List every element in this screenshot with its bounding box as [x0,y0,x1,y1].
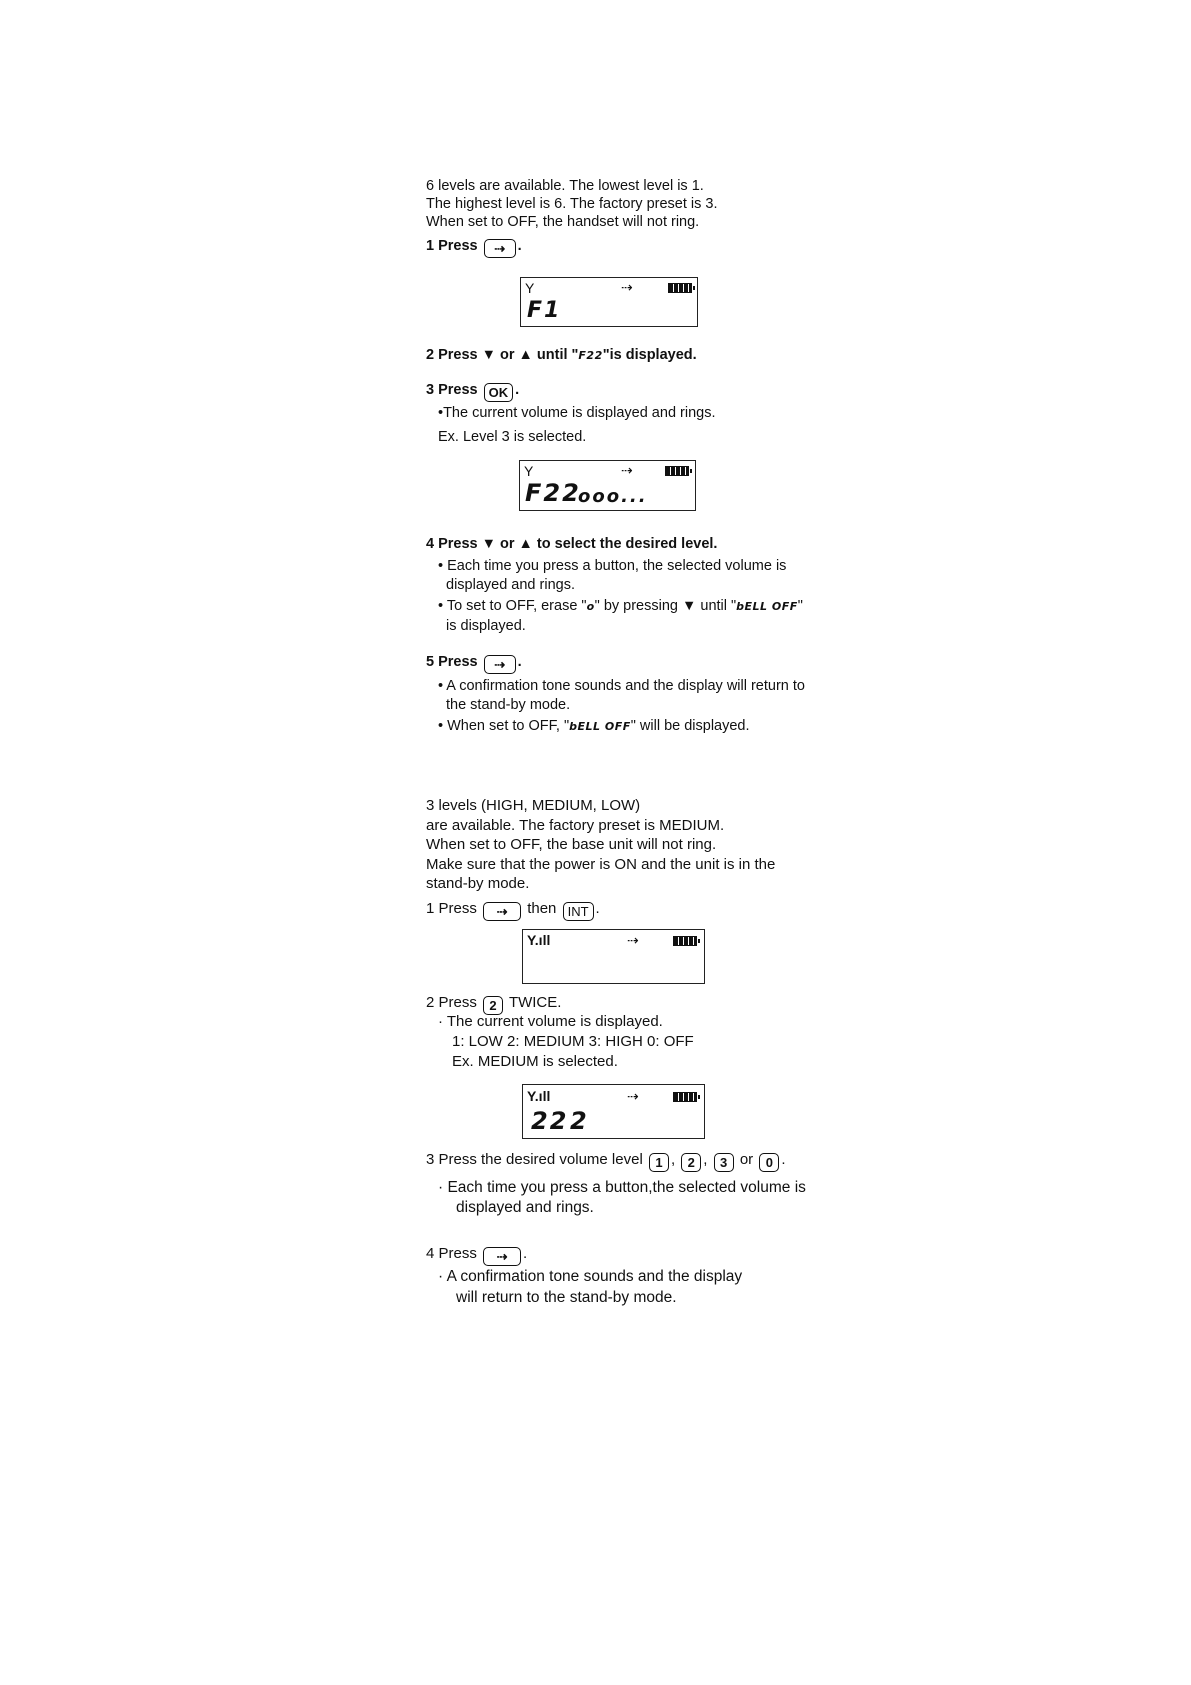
arrow-icon: ⇢ [621,279,633,295]
arrow-key-icon: ⇢ [484,655,516,674]
arrow-key-icon: ⇢ [483,1247,521,1266]
step-4-note: displayed and rings. [446,577,575,593]
key-2-icon: 2 [483,996,503,1015]
intro-line: When set to OFF, the handset will not ring. [426,214,700,230]
arrow-key-icon: ⇢ [484,239,516,258]
step-2: 2 Press 2 TWICE. [426,994,562,1013]
antenna-signal-icon: Y.ıll [527,1088,551,1104]
intro-line: The highest level is 6. The factory preset is 3. [426,196,718,212]
step-3: 3 Press OK . [426,382,520,400]
lcd-level: ooo... [578,486,648,507]
step-3: 3 Press the desired volume level 1 , 2 , 3 or 0 . [426,1151,786,1170]
key-0-icon: 0 [759,1153,779,1172]
lcd-level: 2 [570,1107,589,1135]
step-4: 4 Press ⇢ . [426,1245,528,1264]
step-4-note: will return to the stand-by mode. [456,1289,677,1306]
key-3-icon: 3 [714,1153,734,1172]
arrow-icon: ⇢ [627,932,639,948]
step-4-note: is displayed. [446,618,526,634]
lcd-code: F22 [525,479,581,507]
battery-icon [673,936,697,946]
step-3-note: displayed and rings. [456,1199,594,1216]
lcd-display-f1 [520,277,698,327]
battery-icon [673,1092,697,1102]
lcd-display-f22 [519,460,696,511]
lcd-display-standby [522,929,705,984]
step-4-note: · A confirmation tone sounds and the display [438,1268,743,1285]
step-3-note: •The current volume is displayed and rings. [438,405,716,421]
step-3-note: · Each time you press a button,the selected volume is [438,1179,806,1196]
intro-line: stand-by mode. [426,875,530,892]
intro-line: are available. The factory preset is MEDIUM. [426,817,725,834]
lcd-code: F1 [527,298,562,323]
antenna-icon: Y [524,463,534,479]
step-4: 4 Press ▼ or ▲ to select the desired level. [426,536,718,552]
antenna-icon: Y [525,280,535,296]
int-key-icon: INT [563,902,594,921]
step-5-note: • When set to OFF, "bELL OFF" will be displayed. [438,718,750,734]
step-2: 2 Press ▼ or ▲ until "F22"is displayed. [426,347,697,363]
key-2-icon: 2 [681,1153,701,1172]
antenna-signal-icon: Y.ıll [527,932,551,948]
lcd-display-volume [522,1084,705,1139]
intro-line: When set to OFF, the base unit will not ring. [426,836,717,853]
step-1: 1 Press ⇢ . [426,238,522,256]
ok-key-icon: OK [484,383,514,402]
step-2-note: Ex. MEDIUM is selected. [452,1053,618,1070]
lcd-code-inline: F22 [578,349,603,362]
arrow-icon: ⇢ [621,462,633,478]
lcd-code: 22 [531,1107,569,1135]
intro-line: 6 levels are available. The lowest level is 1. [426,178,704,194]
step-5-note: the stand-by mode. [446,697,571,713]
step-2-note: 1: LOW 2: MEDIUM 3: HIGH 0: OFF [452,1033,694,1050]
step-5-note: • A confirmation tone sounds and the display will return to [438,678,805,694]
key-1-icon: 1 [649,1153,669,1172]
step-3-note: Ex. Level 3 is selected. [438,429,587,445]
step-5: 5 Press ⇢ . [426,654,522,672]
step-2-note: · The current volume is displayed. [438,1013,663,1030]
step-4-note: • Each time you press a button, the selected volume is [438,558,787,574]
step-4-note: • To set to OFF, erase "o" by pressing ▼ until "bELL OFF" [438,598,803,614]
step-1: 1 Press ⇢ then INT . [426,900,600,919]
battery-icon [665,466,689,476]
intro-line: 3 levels (HIGH, MEDIUM, LOW) [426,797,641,814]
intro-line: Make sure that the power is ON and the unit is in the [426,856,776,873]
battery-icon [668,283,692,293]
arrow-key-icon: ⇢ [483,902,521,921]
arrow-icon: ⇢ [627,1088,639,1104]
